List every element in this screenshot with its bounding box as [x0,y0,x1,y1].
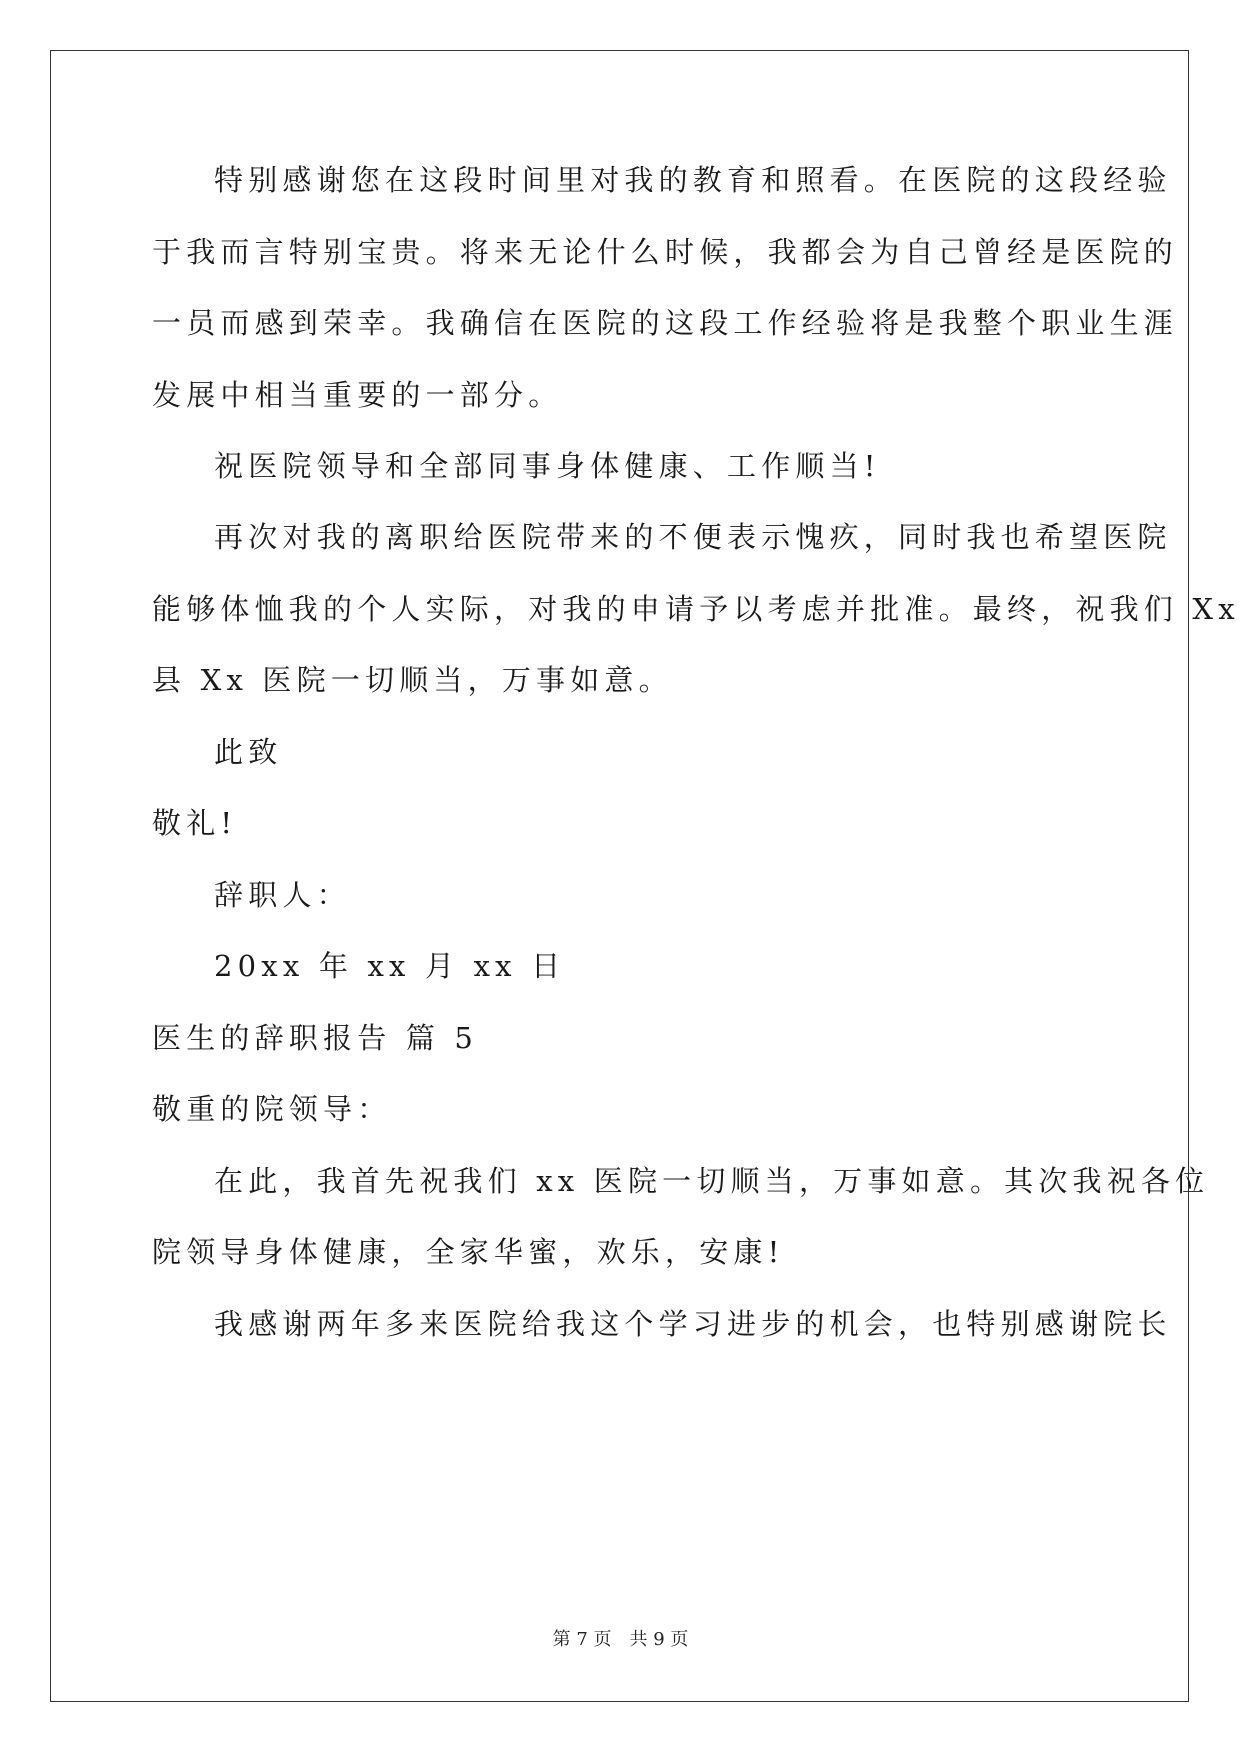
paragraph-line: 在此，我首先祝我们 xx 医院一切顺当，万事如意。其次我祝各位 [214,1164,1210,1198]
closing-salutation: 此致 [214,735,283,769]
date-line: 20xx 年 xx 月 xx 日 [214,949,566,983]
closing-regards: 敬礼! [152,806,238,840]
letter-greeting: 敬重的院领导： [152,1092,392,1126]
paragraph-line: 一员而感到荣幸。我确信在医院的这段工作经验将是我整个职业生涯 [152,306,1179,340]
paragraph-line: 再次对我的离职给医院带来的不便表示愧疚，同时我也希望医院 [214,520,1172,554]
paragraph-line: 发展中相当重要的一部分。 [152,378,563,412]
paragraph-line: 我感谢两年多来医院给我这个学习进步的机会，也特别感谢院长 [214,1307,1172,1341]
paragraph-line: 于我而言特别宝贵。将来无论什么时候，我都会为自己曾经是医院的 [152,235,1179,269]
page-number: 第 7 页 [552,1629,612,1650]
paragraph-line: 院领导身体健康，全家华蜜，欢乐，安康! [152,1235,785,1269]
paragraph-line: 县 Xx 医院一切顺当，万事如意。 [152,663,673,697]
section-heading: 医生的辞职报告 篇 5 [152,1021,479,1055]
paragraph-line: 祝医院领导和全部同事身体健康、工作顺当! [214,449,881,483]
signature-label: 辞职人： [214,878,351,912]
paragraph-line: 能够体恤我的个人实际，对我的申请予以考虑并批准。最终，祝我们 Xx [152,592,1240,626]
paragraph-line: 特别感谢您在这段时间里对我的教育和照看。在医院的这段经验 [214,163,1172,197]
page-footer [0,1628,1241,1652]
page-total: 共 9 页 [629,1629,689,1650]
